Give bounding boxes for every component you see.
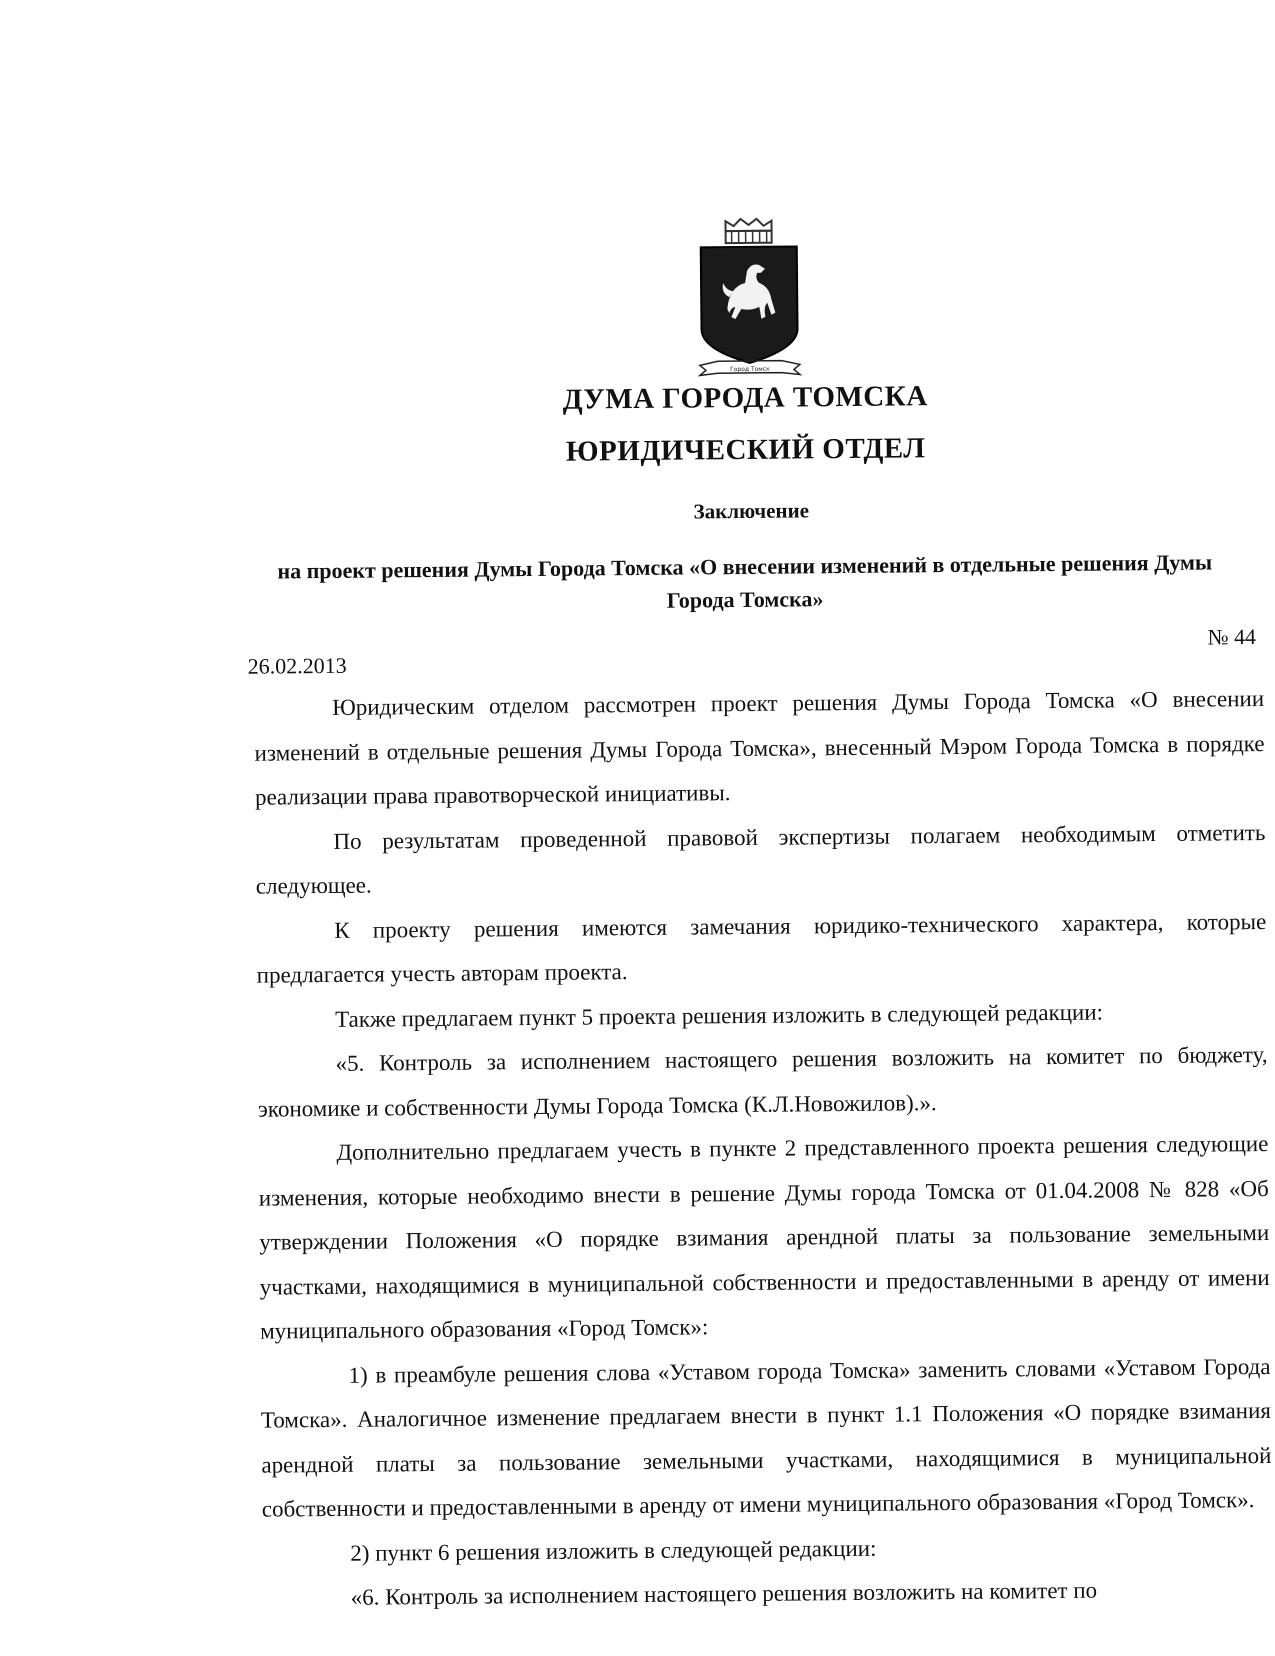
paragraph: По результатам проведенной правовой экспертизы полагаем необходимым отметить следующее. (255, 810, 1266, 909)
paragraph: К проекту решения имеются замечания юридико-технического характера, которые предлагается учесть авторам проекта. (256, 899, 1267, 998)
paragraph: «5. Контроль за исполнением настоящего решения возложить на комитет по бюджету, экономике и собственности Думы Города Томска (К.Л.Новожилов).». (257, 1033, 1268, 1132)
paragraph: 2) пункт 6 решения изложить в следующей редакции: (262, 1522, 1272, 1576)
document-number: № 44 (1207, 624, 1256, 650)
paragraph: Также предлагаем пункт 5 проекта решения изложить в следующей редакции: (257, 988, 1267, 1042)
document-body (254, 677, 1273, 1621)
organization-name: ДУМА ГОРОДА ТОМСКА (435, 379, 1055, 418)
svg-text:Город Томск: Город Томск (730, 366, 770, 373)
coat-of-arms-emblem (688, 216, 810, 382)
department-name: ЮРИДИЧЕСКИЙ ОТДЕЛ (436, 431, 1056, 470)
document-subject: на проект решения Думы Города Томска «О внесении изменений в отдельные решения Думы Города Томска» (265, 545, 1226, 620)
paragraph: «6. Контроль за исполнением настоящего решения возложить на комитет по (262, 1567, 1272, 1621)
paragraph: 1) в преамбуле решения слова «Уставом города Томска» заменить словами «Уставом Города Томска». Аналогичное изменение предлагаем внести в пункт 1.1 Положения «О порядке взимания арендной платы за пользование земельными участками, находящимися в муниципальной собственности и предоставленными в аренду от имени муниципального образования «Город Томск». (260, 1344, 1272, 1532)
document-date: 26.02.2013 (248, 653, 347, 680)
paragraph: Юридическим отделом рассмотрен проект решения Думы Города Томска «О внесении изменений в отдельные решения Думы Города Томска», внесенный Мэром Города Томска в порядке реализации права правотворческой инициативы. (254, 677, 1265, 820)
crown-icon (725, 219, 771, 243)
document-type: Заключение (556, 497, 946, 526)
paragraph: Дополнительно предлагаем учесть в пункте 2 представленного проекта решения следующие изменения, которые необходимо внести в решение Думы города Томска от 01.04.2008 № 828 «Об утверждении Положения «О порядке взимания арендной платы за пользование земельными участками, находящимися в муниципальной собственности и предоставленными в аренду от имени муниципального образования «Город Томск»: (258, 1122, 1270, 1354)
